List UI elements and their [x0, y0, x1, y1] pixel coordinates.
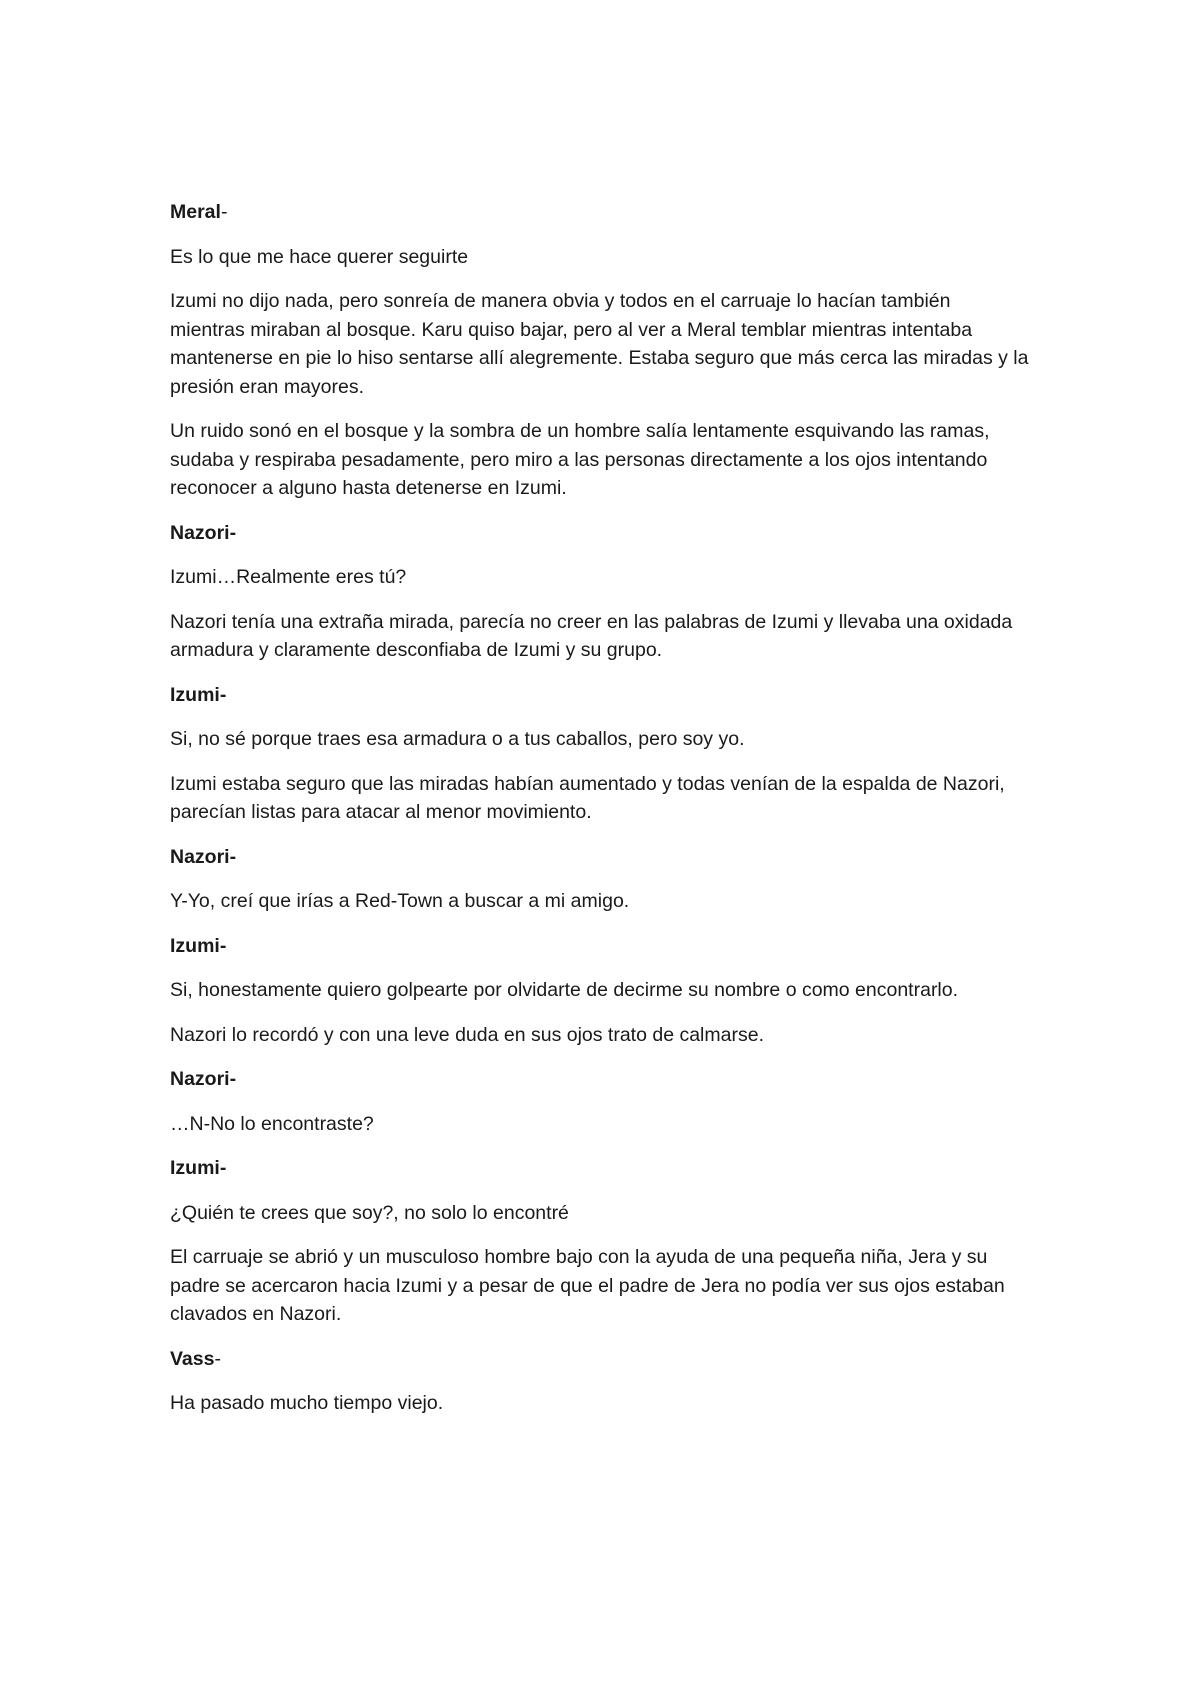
document-body: [170, 198, 1030, 1434]
dialogue-line: Izumi…Realmente eres tú?: [170, 566, 407, 588]
speaker-label: Izumi-: [170, 1157, 227, 1179]
narrative-paragraph: Nazori lo recordó y con una leve duda en sus ojos trato de calmarse.: [170, 1023, 764, 1046]
dialogue-line: …N-No lo encontraste?: [170, 1112, 374, 1135]
speaker-label: Izumi-: [170, 934, 227, 957]
dialogue-line: Si, no sé porque traes esa armadura o a tus caballos, pero soy yo.: [170, 728, 745, 750]
speaker-label: Nazori-: [170, 1068, 237, 1090]
narrative-paragraph: Nazori tenía una extraña mirada, parecía no creer en las palabras de Izumi y llevaba una oxidada armadura y claramente desconfiaba de Izumi y su grupo.: [170, 610, 1013, 661]
dialogue-line: Ha pasado mucho tiempo viejo.: [170, 1392, 444, 1414]
narrative-paragraph: El carruaje se abrió y un musculoso hombre bajo con la ayuda de una pequeña niña, Jera y su padre se acercaron hacia Izumi y a pesar de que el padre de Jera no podía ver sus ojos estaban clavados en Nazori.: [170, 1246, 1005, 1325]
dialogue-line: ¿Quién te crees que soy?, no solo lo encontré: [170, 1201, 569, 1224]
narrative-paragraph: Izumi no dijo nada, pero sonreía de manera obvia y todos en el carruaje lo hacían también mientras miraban al bosque. Karu quiso bajar, pero al ver a Meral temblar mientras intentaba mantenerse en pie lo hiso sentarse allí alegremente. Estaba seguro que más cerca las miradas y la presión eran mayores.: [170, 290, 1029, 398]
narrative-paragraph: Un ruido sonó en el bosque y la sombra de un hombre salía lentamente esquivando las ramas, sudaba y respiraba pesadamente, pero miro a las personas directamente a los ojos intentando reconocer a alguno hasta detenerse en Izumi.: [170, 420, 990, 499]
dialogue-line: Es lo que me hace querer seguirte: [170, 245, 469, 268]
dialogue-line: Y-Yo, creí que irías a Red-Town a buscar a mi amigo.: [170, 890, 630, 912]
speaker-label: Nazori-: [170, 845, 237, 868]
speaker-label: Nazori-: [170, 521, 237, 544]
speaker-label: Vass-: [170, 1347, 221, 1370]
speaker-label: Izumi-: [170, 683, 227, 706]
speaker-label: Meral-: [170, 201, 228, 223]
dialogue-line: Si, honestamente quiero golpearte por olvidarte de decirme su nombre o como encontrarlo.: [170, 979, 959, 1001]
narrative-paragraph: Izumi estaba seguro que las miradas habían aumentado y todas venían de la espalda de Nazori, parecían listas para atacar al menor movimiento.: [170, 772, 1005, 823]
